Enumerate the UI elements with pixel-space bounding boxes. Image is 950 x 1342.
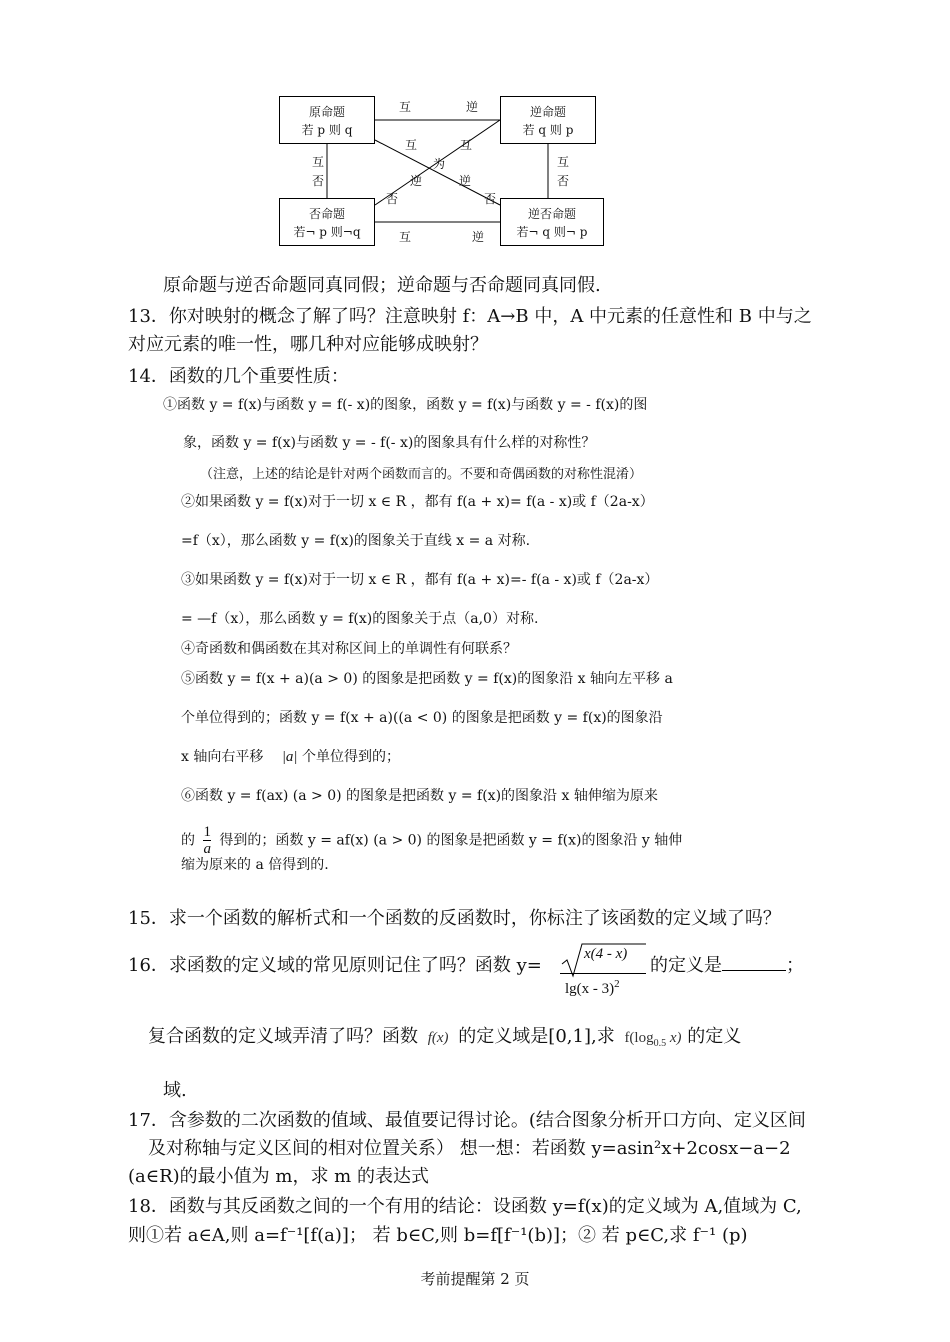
item16-post [650, 951, 804, 977]
item14-p5-line1: ⑤函数 y = f(x + a)(a > 0) 的图象是把函数 y = f(x)的图象沿 x 轴向左平移 a [181, 671, 673, 687]
item16-den-text: lg(x - 3) [565, 981, 615, 997]
right-label-1: 互 [557, 155, 570, 169]
center-label-3: 为 [433, 157, 446, 171]
box-contrapositive-body: 若¬ q 则¬ p [516, 225, 588, 239]
center-label-2: 互 [460, 138, 473, 152]
item16-fx: f(x) [427, 1030, 449, 1046]
item17-line2: 及对称轴与定义区间的相对位置关系） 想一想：若函数 y=asin²x+2cosx−a−2 [148, 1138, 791, 1159]
item17-line1: 17．含参数的二次函数的值域、最值要记得讨论。(结合图象分析开口方向、定义区间 [128, 1110, 806, 1131]
item14-p3-line2: = —f（x），那么函数 y = f(x)的图象关于点（a,0）对称. [181, 611, 539, 627]
item16-line2-pre: 复合函数的定义域弄清了吗？函数 [148, 1026, 418, 1047]
fraction-denominator: a [203, 841, 211, 857]
item14-p2-line1: ②如果函数 y = f(x)对于一切 x ∈ R ，都有 f(a + x)= f(a - x)或 f（2a-x） [181, 494, 654, 510]
item14-p1-line2: 象，函数 y = f(x)与函数 y = - f(- x)的图象具有什么样的对称性？ [183, 435, 596, 451]
item14-heading: 14．函数的几个重要性质： [128, 366, 349, 387]
bottom-label-2: 逆 [472, 230, 485, 244]
item16-line3: 域. [163, 1080, 187, 1101]
item16-numerator: x(4 - x) [584, 946, 628, 962]
item14-p6-line2-post: 得到的；函数 y = af(x) (a > 0) 的图象是把函数 y = f(x)的图象沿 y 轴伸 [219, 832, 683, 849]
item14-p5-line3 [181, 746, 400, 766]
item14-p5-line3-pre: x 轴向右平移 [181, 749, 264, 765]
item16-flog-text: f(log [624, 1030, 654, 1046]
bottom-label-1: 互 [399, 230, 412, 244]
item16-line2-mid: 的定义域是[0,1],求 [458, 1026, 615, 1047]
item14-p6-line2 [181, 824, 682, 857]
box-inverse [279, 198, 375, 246]
item17-line3: (a∈R)的最小值为 m，求 m 的表达式 [128, 1166, 429, 1187]
item16-tail: ； [786, 955, 804, 976]
box-original-body: 若 p 则 q [301, 123, 353, 137]
item16-den-exp: 2 [614, 978, 620, 990]
item16-blank [722, 954, 786, 971]
center-label-5: 逆 [459, 174, 472, 188]
item16-denominator [565, 978, 620, 998]
box-converse-body: 若 q 则 p [522, 123, 574, 137]
box-inverse-body: 若¬ p 则¬q [293, 225, 361, 239]
abs-a: |a| [281, 749, 298, 765]
item16-line2-post: 的定义 [687, 1026, 742, 1047]
diagram-lines [0, 0, 950, 260]
top-label-1: 互 [399, 100, 412, 114]
top-label-2: 逆 [466, 100, 479, 114]
item14-p5-line2: 个单位得到的；函数 y = f(x + a)((a < 0) 的图象是把函数 y = f(x)的图象沿 [181, 710, 663, 726]
item16-fraction-bar [560, 973, 646, 974]
item16-flog-sub: 0.5 [653, 1038, 667, 1049]
item16-pre: 16．求函数的定义域的常见原则记住了吗？函数 y= [128, 955, 542, 976]
center-label-1: 互 [405, 138, 418, 152]
item13-line2: 对应元素的唯一性，哪几种对应能够成映射？ [128, 334, 488, 355]
conclusion-text: 原命题与逆否命题同真同假；逆命题与否命题同真同假. [163, 275, 601, 296]
box-contrapositive-title: 逆否命题 [527, 207, 576, 221]
center-label-6: 否 [386, 192, 399, 206]
item14-p6-line2-pre: 的 [181, 832, 195, 849]
fraction-numerator: 1 [203, 824, 211, 840]
right-label-2: 否 [557, 174, 570, 188]
item14-p4: ④奇函数和偶函数在其对称区间上的单调性有何联系？ [181, 641, 517, 657]
left-label-2: 否 [312, 174, 325, 188]
box-converse [500, 96, 596, 144]
center-label-4: 逆 [410, 174, 423, 188]
left-label-1: 互 [312, 155, 325, 169]
item14-p3-line1: ③如果函数 y = f(x)对于一切 x ∈ R ，都有 f(a + x)=- f(a - x)或 f（2a-x） [181, 572, 659, 588]
item13-line1: 13．你对映射的概念了解了吗？注意映射 f：A→B 中，A 中元素的任意性和 B 中与之 [128, 306, 812, 327]
center-label-7: 否 [484, 192, 497, 206]
item15-text: 15．求一个函数的解析式和一个函数的反函数时，你标注了该函数的定义域了吗？ [128, 908, 781, 929]
item16-post-text: 的定义是 [650, 955, 722, 976]
box-original-title: 原命题 [308, 105, 345, 119]
item14-p6-line1: ⑥函数 y = f(ax) (a > 0) 的图象是把函数 y = f(x)的图象沿 x 轴伸缩为原来 [181, 788, 658, 804]
page-footer: 考前提醒第 2 页 [420, 1270, 530, 1288]
box-inverse-title: 否命题 [308, 207, 345, 221]
item16-flog [624, 1030, 682, 1049]
item14-p2-line2: =f（x），那么函数 y = f(x)的图象关于直线 x = a 对称. [181, 533, 531, 549]
item14-note: （注意，上述的结论是针对两个函数而言的。不要和奇偶函数的对称性混淆） [200, 467, 643, 482]
item14-p1-line1: ①函数 y = f(x)与函数 y = f(- x)的图象，函数 y = f(x)与函数 y = - f(x)的图 [163, 397, 648, 413]
box-converse-title: 逆命题 [529, 105, 566, 119]
item14-p5-line3-post: 个单位得到的； [302, 749, 401, 765]
fraction-1-over-a [203, 824, 211, 857]
item14-p6-line3: 缩为原来的 a 倍得到的. [181, 857, 329, 873]
item16-line2 [148, 1022, 741, 1049]
item18-line1: 18．函数与其反函数之间的一个有用的结论：设函数 y=f(x)的定义域为 A,值域为 C, [128, 1196, 802, 1217]
item18-line2: 则①若 a∈A,则 a=f⁻¹[f(a)]； 若 b∈C,则 b=f[f⁻¹(b)]；② 若 p∈C,求 f⁻¹ (p) [128, 1225, 748, 1246]
box-contrapositive [500, 198, 604, 246]
item16-flog-end: x) [669, 1030, 682, 1046]
box-original [279, 96, 375, 144]
